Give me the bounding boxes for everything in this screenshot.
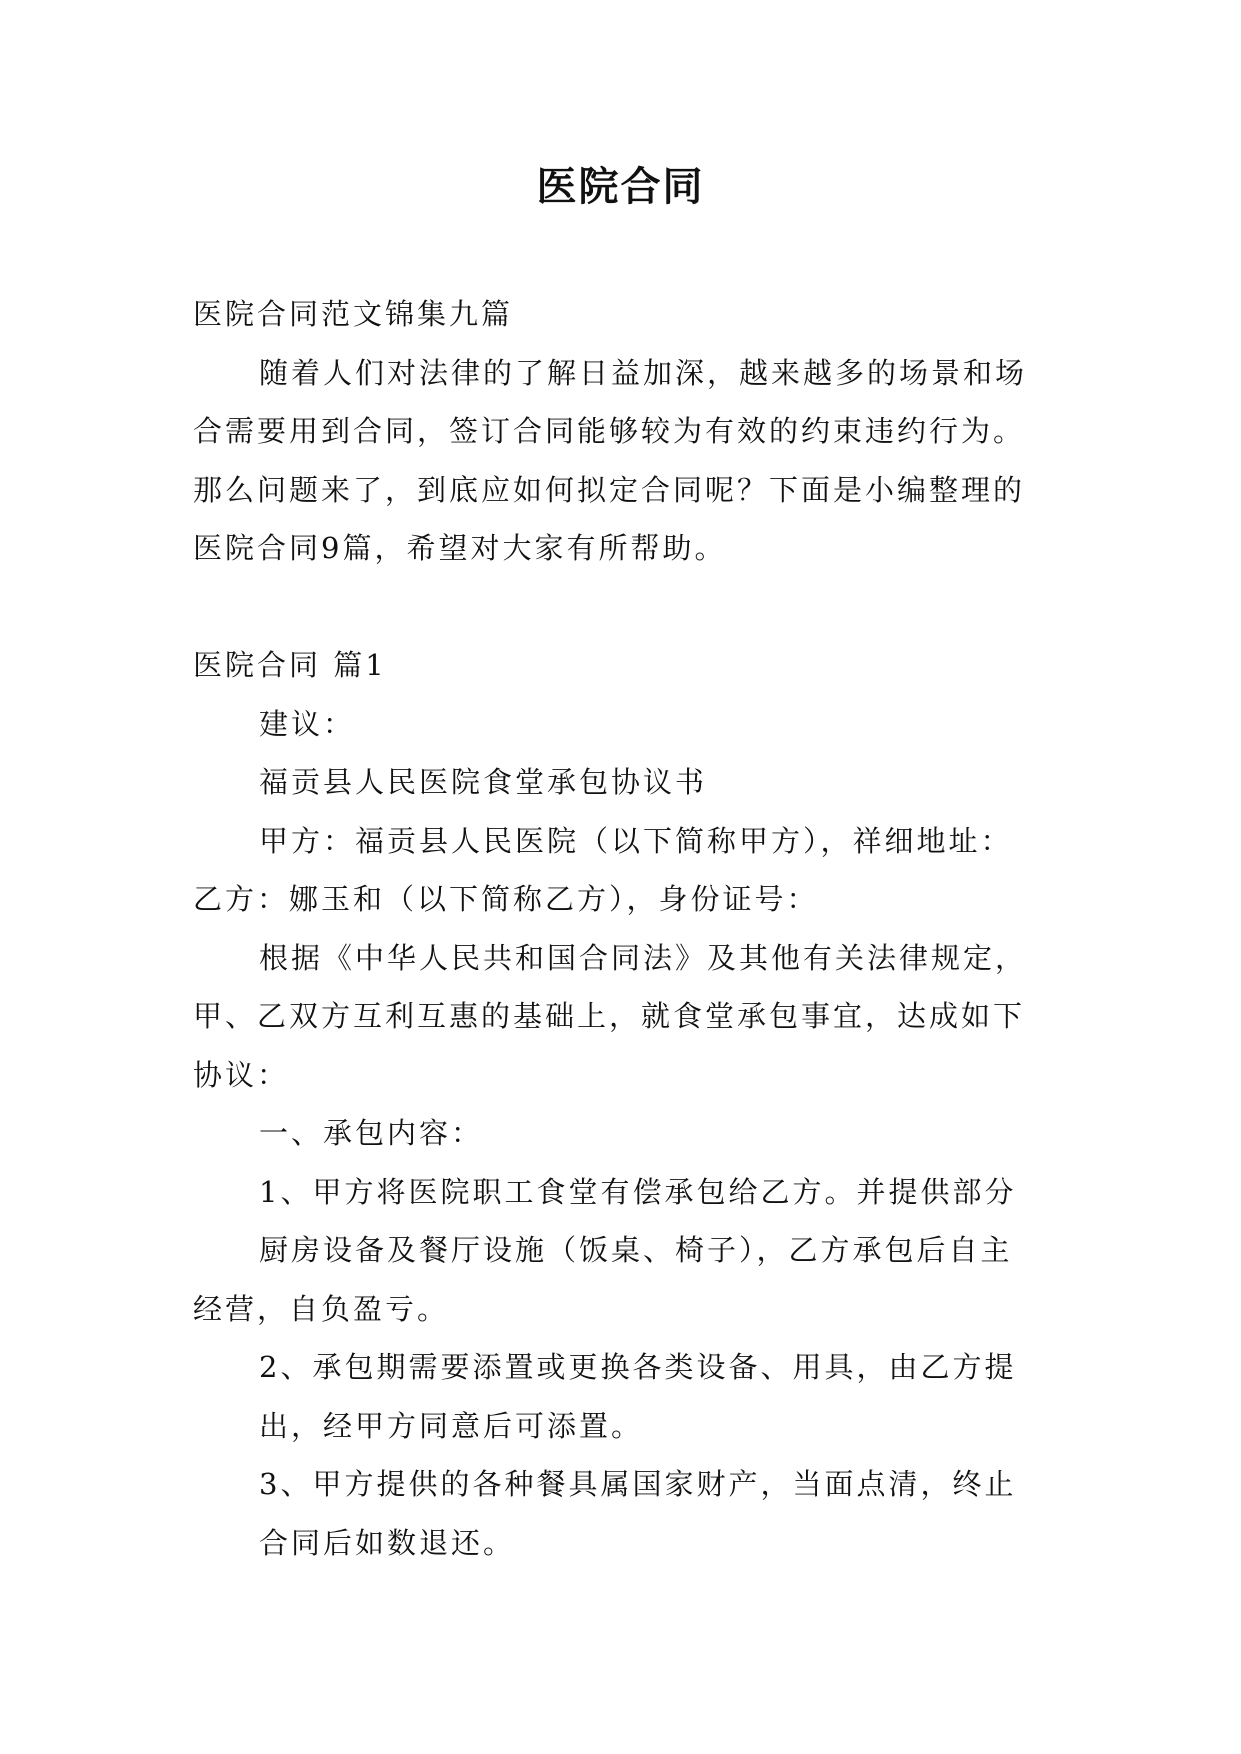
paragraph-line: 医院合同9篇，希望对大家有所帮助。 — [193, 531, 727, 565]
blank-line — [193, 578, 1073, 637]
clause-line: 2、承包期需要添置或更换各类设备、用具，由乙方提 — [259, 1350, 1017, 1384]
document-title: 医院合同 — [536, 163, 705, 210]
paragraph-line: 那么问题来了，到底应如何拟定合同呢？下面是小编整理的 — [193, 472, 1026, 507]
clause-line: 1、甲方将医院职工食堂有偿承包给乙方。并提供部分 — [259, 1174, 1017, 1209]
section-heading: 医院合同 篇1 — [193, 648, 387, 682]
clause-line: 3、甲方提供的各种餐具属国家财产，当面点清，终止 — [259, 1467, 1017, 1501]
clause-heading: 一、承包内容： — [259, 1116, 484, 1150]
clause-line: 合同后如数退还。 — [259, 1525, 516, 1560]
document-body — [193, 285, 1073, 1572]
paragraph-line: 根据《中华人民共和国合同法》及其他有关法律规定， — [259, 940, 1028, 975]
paragraph-line: 协议： — [193, 1057, 290, 1092]
subtitle-line: 医院合同范文锦集九篇 — [193, 297, 514, 331]
paragraph-line: 甲、乙双方互利互惠的基础上，就食堂承包事宜，达成如下 — [193, 999, 1026, 1033]
paragraph-line: 随着人们对法律的了解日益加深，越来越多的场景和场 — [259, 355, 1028, 390]
clause-line: 经营，自负盈亏。 — [193, 1291, 450, 1326]
paragraph-line: 建议： — [259, 706, 356, 741]
paragraph-line: 甲方：福贡县人民医院（以下简称甲方），祥细地址： — [259, 823, 1013, 858]
paragraph-line: 合需要用到合同，签订合同能够较为有效的约束违约行为。 — [193, 414, 1026, 448]
paragraph-line: 乙方：娜玉和（以下简称乙方），身份证号： — [193, 882, 819, 916]
paragraph-line: 福贡县人民医院食堂承包协议书 — [259, 765, 708, 799]
clause-line: 厨房设备及餐厅设施（饭桌、椅子），乙方承包后自主 — [259, 1233, 1013, 1267]
clause-line: 出，经甲方同意后可添置。 — [259, 1408, 644, 1443]
